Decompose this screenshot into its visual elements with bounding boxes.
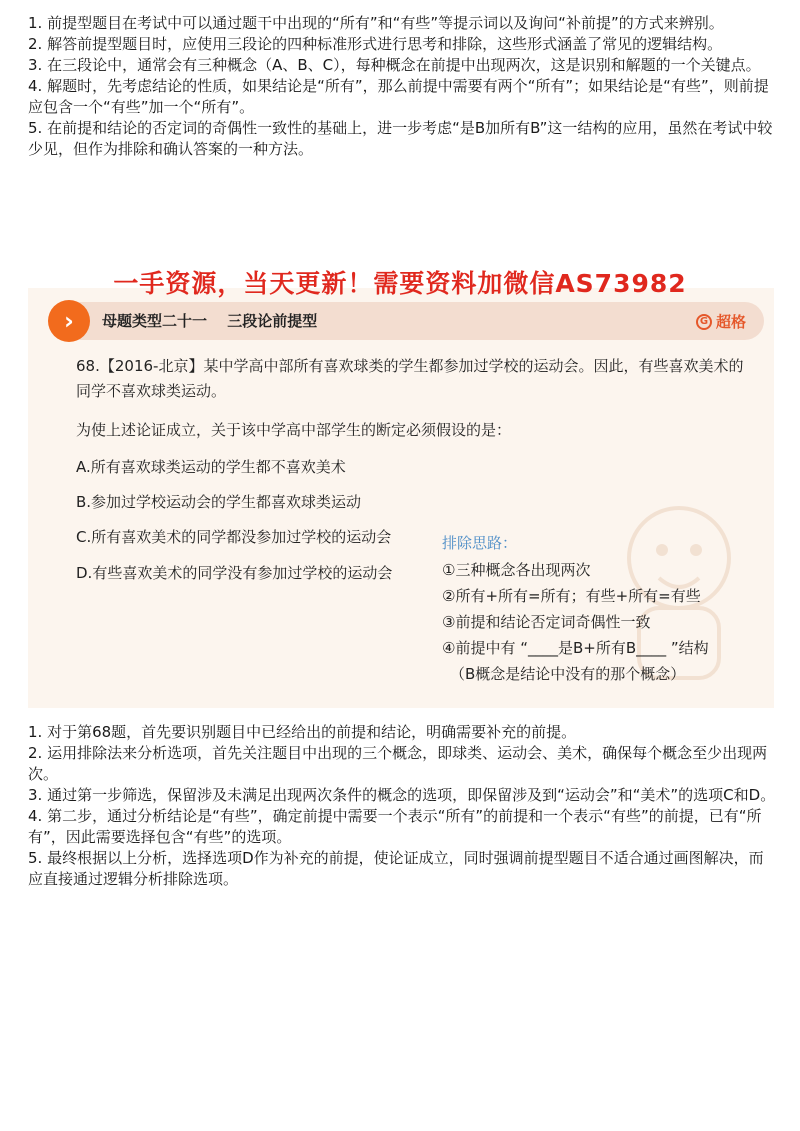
note-item: 3. 通过第一步筛选，保留涉及未满足出现两次条件的概念的选项，即保留涉及到“运动会”和“美术”的选项C和D。	[28, 786, 776, 804]
note-item: 3. 在三段论中，通常会有三种概念（A、B、C），每种概念在前提中出现两次，这是识别和解题的一个关键点。	[28, 56, 761, 74]
hint-item: （B概念是结论中没有的那个概念）	[450, 665, 686, 683]
question-text: 68.【2016-北京】某中学高中部所有喜欢球类的学生都参加过学校的运动会。因此，有些喜欢美术的同学不喜欢球类运动。	[76, 357, 744, 400]
note-item: 5. 在前提和结论的否定词的奇偶性一致性的基础上，进一步考虑“是B加所有B”这一结构的应用，虽然在考试中较少见，但作为排除和确认答案的一种方法。	[28, 119, 773, 158]
question-prompt: 为使上述论证成立，关于该中学高中部学生的断定必须假设的是：	[76, 421, 512, 439]
hint-item: ③前提和结论否定词奇偶性一致	[442, 613, 651, 631]
notes-top	[28, 13, 776, 160]
note-item: 1. 对于第68题，首先要识别题目中已经给出的前提和结论，明确需要补充的前提。	[28, 723, 577, 741]
note-item: 4. 解题时，先考虑结论的性质，如果结论是“所有”，那么前提中需要有两个“所有”；如果结论是“有些”，则前提应包含一个“有些”加一个“所有”。	[28, 77, 769, 116]
note-item: 4. 第二步，通过分析结论是“有些”，确定前提中需要一个表示“所有”的前提和一个表示“有些”的前提，已有“所有”，因此需要选择包含“有些”的选项。	[28, 807, 762, 846]
brand-name: 超格	[715, 313, 746, 331]
notes-bottom	[28, 722, 776, 890]
hint-item: ①三种概念各出现两次	[442, 561, 591, 579]
note-item: 1. 前提型题目在考试中可以通过题干中出现的“所有”和“有些”等提示词以及询问“补前提”的方式来辨别。	[28, 14, 724, 32]
option-b: B.参加过学校运动会的学生都喜欢球类运动	[76, 493, 362, 511]
note-item: 5. 最终根据以上分析，选择选项D作为补充的前提，使论证成立，同时强调前提型题目不适合通过画图解决，而应直接通过逻辑分析排除选项。	[28, 849, 764, 888]
question-card	[28, 288, 774, 708]
hint-item: ④前提中有 “____是B+所有B____ ”结构	[442, 639, 709, 657]
chevron-right-icon: ›	[48, 300, 90, 342]
section-header	[50, 302, 764, 340]
option-a: A.所有喜欢球类运动的学生都不喜欢美术	[76, 458, 346, 476]
promo-banner: 一手资源，当天更新！需要资料加微信AS73982	[113, 269, 687, 298]
option-c: C.所有喜欢美术的同学都没参加过学校的运动会	[76, 528, 392, 546]
brand-logo	[696, 311, 746, 332]
note-item: 2. 解答前提型题目时，应使用三段论的四种标准形式进行思考和排除，这些形式涵盖了常见的逻辑结构。	[28, 35, 723, 53]
section-title: 母题类型二十一 三段论前提型	[102, 312, 318, 330]
option-d: D.有些喜欢美术的同学没有参加过学校的运动会	[76, 564, 393, 582]
note-item: 2. 运用排除法来分析选项，首先关注题目中出现的三个概念，即球类、运动会、美术，确保每个概念至少出现两次。	[28, 744, 768, 783]
hint-item: ②所有+所有=所有；有些+所有=有些	[442, 587, 701, 605]
brand-g-icon: G	[696, 314, 712, 330]
hint-title: 排除思路：	[442, 534, 518, 552]
